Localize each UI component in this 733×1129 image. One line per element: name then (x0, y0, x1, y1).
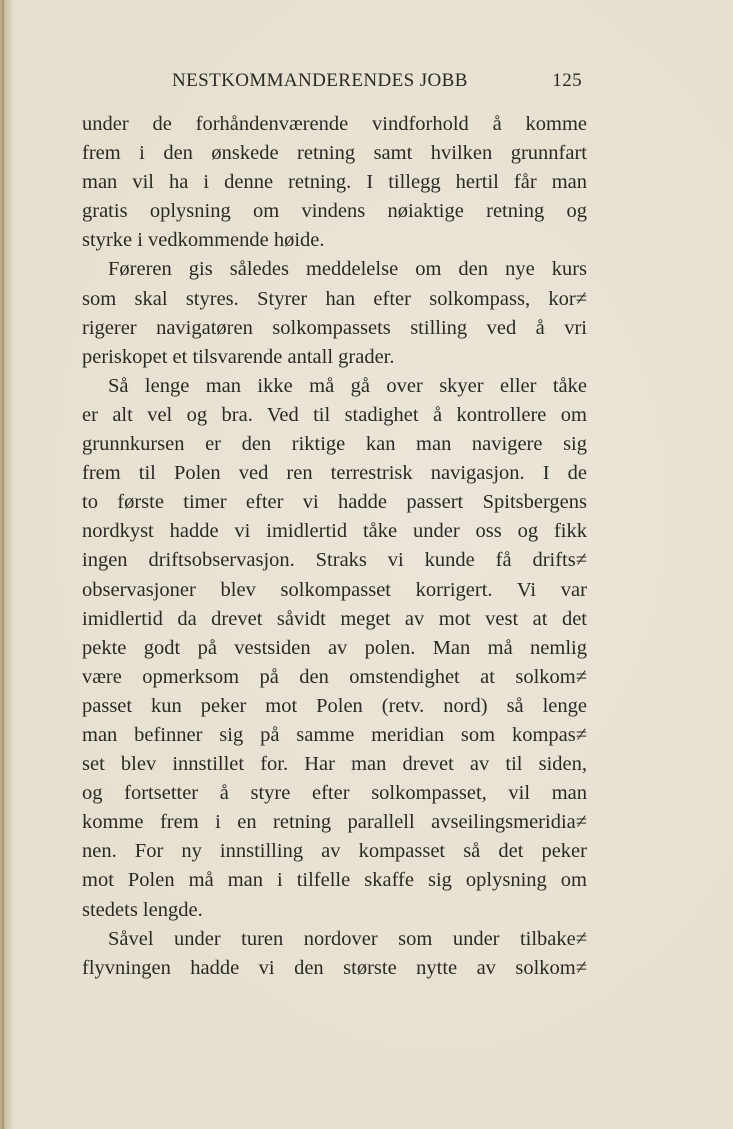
page-header (170, 70, 582, 100)
text-line: mot Polen må man i tilfelle skaffe sig oplysning om (82, 869, 587, 892)
text-line: Såvel under turen nordover som under tilbake≠ (108, 927, 587, 950)
text-line: er alt vel og bra. Ved til stadighet å kontrollere om (82, 403, 587, 426)
text-line: under de forhåndenværende vindforhold å komme (82, 113, 587, 135)
page-number: 125 (552, 70, 582, 91)
text-line: imidlertid da drevet såvidt meget av mot vest at det (82, 607, 587, 630)
text-line: passet kun peker mot Polen (retv. nord) så lenge (82, 694, 587, 717)
text-line: flyvningen hadde vi den største nytte av solkom≠ (82, 956, 587, 979)
text-line: observasjoner blev solkompasset korrigert. Vi var (82, 578, 587, 601)
text-line: stedets lengde. (82, 898, 203, 921)
text-line: grunnkursen er den riktige kan man navigere sig (82, 433, 587, 456)
text-line: komme frem i en retning parallell avseilingsmeridia≠ (82, 811, 587, 834)
text-line: frem i den ønskede retning samt hvilken grunnfart (82, 142, 587, 165)
text-line: Føreren gis således meddelelse om den nye kurs (108, 258, 587, 281)
text-line: nordkyst hadde vi imidlertid tåke under oss og fikk (82, 520, 587, 543)
text-line: man befinner sig på samme meridian som kompas≠ (82, 723, 587, 746)
text-line: være opmerksom på den omstendighet at solkom≠ (82, 665, 587, 688)
body-text (82, 110, 587, 983)
text-line: periskopet et tilsvarende antall grader. (82, 345, 395, 368)
text-line: to første timer efter vi hadde passert Spitsbergens (82, 491, 587, 514)
text-line: styrke i vedkommende høide. (82, 229, 325, 252)
page-binding-edge (0, 0, 14, 1129)
text-line: set blev innstillet for. Har man drevet av til siden, (82, 753, 587, 776)
text-line: frem til Polen ved ren terrestrisk navigasjon. I de (82, 462, 587, 485)
text-line: nen. For ny innstilling av kompasset så det peker (82, 840, 587, 863)
text-line: som skal styres. Styrer han efter solkompass, kor≠ (82, 287, 587, 310)
text-line: rigerer navigatøren solkompassets stilling ved å vri (82, 316, 587, 339)
text-line: og fortsetter å styre efter solkompasset, vil man (82, 782, 587, 805)
text-line: pekte godt på vestsiden av polen. Man må nemlig (82, 636, 587, 659)
text-line: Så lenge man ikke må gå over skyer eller tåke (108, 374, 587, 397)
text-line: ingen driftsobservasjon. Straks vi kunde få drifts≠ (82, 549, 587, 572)
running-head: NESTKOMMANDERENDES JOBB (172, 70, 468, 91)
text-line: man vil ha i denne retning. I tillegg hertil får man (82, 171, 587, 194)
text-line: gratis oplysning om vindens nøiaktige retning og (82, 200, 587, 223)
